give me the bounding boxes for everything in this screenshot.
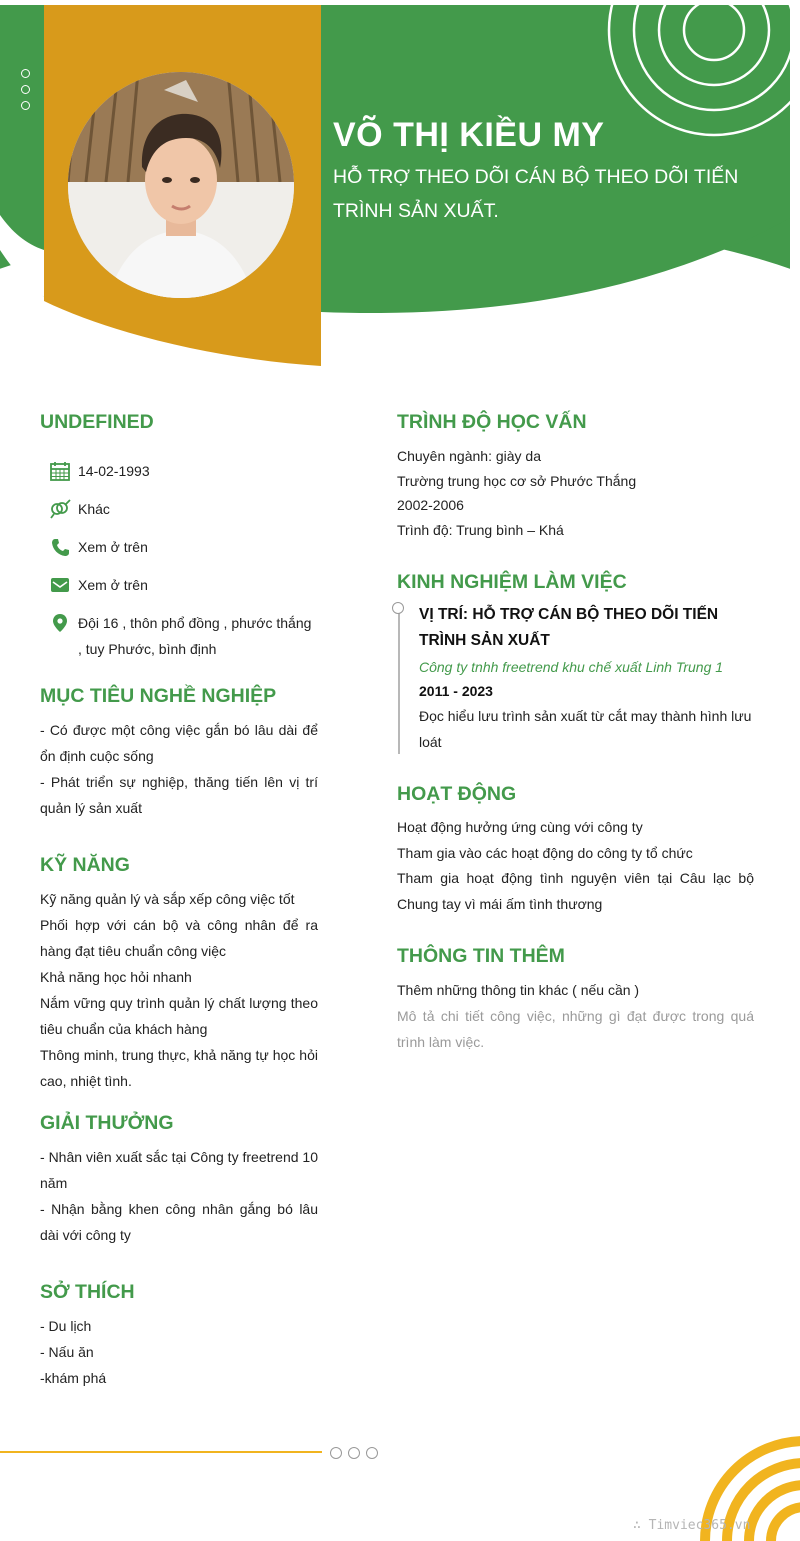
- experience-company: Công ty tnhh freetrend khu chế xuất Linh Trung 1: [419, 659, 724, 675]
- activities-heading: HOẠT ĐỘNG: [397, 783, 517, 805]
- hobby-line: - Nấu ăn: [40, 1344, 94, 1360]
- experience-heading: KINH NGHIỆM LÀM VIỆC: [397, 571, 627, 593]
- calendar-icon: [49, 461, 71, 481]
- envelope-icon: [49, 575, 71, 595]
- footer-dots: [330, 1446, 384, 1464]
- location-pin-icon: [49, 613, 71, 633]
- skills-heading: KỸ NĂNG: [40, 854, 130, 876]
- skill-line: Nắm vững quy trình quản lý chất lượng theo tiêu chuẩn của khách hàng: [40, 995, 318, 1037]
- education-heading: TRÌNH ĐỘ HỌC VẤN: [397, 411, 587, 433]
- award-line: - Nhân viên xuất sắc tại Công ty freetrend 10 năm: [40, 1149, 318, 1191]
- watermark: ∴ Timviec365.vn: [633, 1518, 751, 1533]
- extra-info-heading: THÔNG TIN THÊM: [397, 945, 565, 967]
- extra-info-line: Thêm những thông tin khác ( nếu cần ): [397, 982, 640, 998]
- objective-line: - Có được một công việc gắn bó lâu dài để ổn định cuộc sống: [40, 722, 318, 764]
- skill-line: Kỹ năng quản lý và sắp xếp công việc tốt: [40, 891, 295, 907]
- skills-text: [40, 886, 318, 1094]
- hobbies-heading: SỞ THÍCH: [40, 1281, 135, 1303]
- education-line: Trường trung học cơ sở Phước Thắng: [397, 472, 637, 489]
- experience-timeline: [398, 608, 400, 754]
- phone-value: Xem ở trên: [78, 539, 148, 555]
- award-line: - Nhận bằng khen công nhân gắng bó lâu dài với công ty: [40, 1201, 318, 1243]
- objective-line: - Phát triển sự nghiệp, thăng tiến lên vị trí quản lý sản xuất: [40, 774, 318, 816]
- gender-value: Khác: [78, 501, 110, 517]
- skill-line: Phối hợp với cán bộ và công nhân để ra hàng đạt tiêu chuẩn công việc: [40, 917, 318, 959]
- experience-description: Đọc hiểu lưu trình sản xuất từ cắt may thành hình lưu loát: [419, 708, 752, 750]
- extra-info-placeholder: Mô tả chi tiết công việc, những gì đạt được trong quá trình làm việc.: [397, 1008, 754, 1050]
- profile-photo: [68, 72, 294, 298]
- hobby-line: -khám phá: [40, 1370, 107, 1386]
- hobbies-text: [40, 1313, 318, 1391]
- email-value: Xem ở trên: [78, 577, 148, 593]
- skill-line: Thông minh, trung thực, khả năng tự học hỏi cao, nhiệt tình.: [40, 1047, 318, 1089]
- birthday-value: 14-02-1993: [78, 463, 150, 479]
- activities-text: [397, 815, 754, 917]
- education-line: 2002-2006: [397, 497, 464, 513]
- header-dots: [21, 69, 31, 117]
- education-line: Chuyên ngành: giày da: [397, 448, 541, 464]
- personal-info-heading: UNDEFINED: [40, 411, 154, 433]
- awards-text: [40, 1144, 318, 1248]
- education-text: [397, 444, 757, 542]
- activity-line: Hoạt động hưởng ứng cùng với công ty: [397, 819, 643, 835]
- experience-timeline-dot: [392, 602, 404, 614]
- footer-line: [0, 1451, 322, 1453]
- experience-position: VỊ TRÍ: HỖ TRỢ CÁN BỘ THEO DÕI TIẾN TRÌNH SẢN XUẤT: [419, 606, 719, 649]
- awards-heading: GIẢI THƯỞNG: [40, 1112, 174, 1134]
- education-line: Trình độ: Trung bình – Khá: [397, 521, 564, 538]
- activity-line: Tham gia vào các hoạt động do công ty tổ chức: [397, 844, 693, 861]
- skill-line: Khả năng học hỏi nhanh: [40, 969, 192, 985]
- experience-period: 2011 - 2023: [419, 683, 493, 699]
- objective-heading: MỤC TIÊU NGHỀ NGHIỆP: [40, 685, 277, 707]
- candidate-title: HỖ TRỢ THEO DÕI CÁN BỘ THEO DÕI TIẾN TRÌNH SẢN XUẤT.: [333, 166, 739, 222]
- objective-text: [40, 717, 318, 821]
- phone-icon: [49, 537, 71, 557]
- hobby-line: - Du lịch: [40, 1318, 92, 1334]
- gender-icon: [49, 499, 71, 519]
- address-value: Đội 16 , thôn phổ đồng , phước thắng , tuy Phước, bình định: [78, 615, 312, 657]
- activity-line: Tham gia hoạt động tình nguyện viên tại Câu lạc bộ Chung tay vì mái ấm tình thương: [397, 870, 754, 912]
- candidate-name: VÕ THỊ KIỀU MY: [333, 116, 605, 154]
